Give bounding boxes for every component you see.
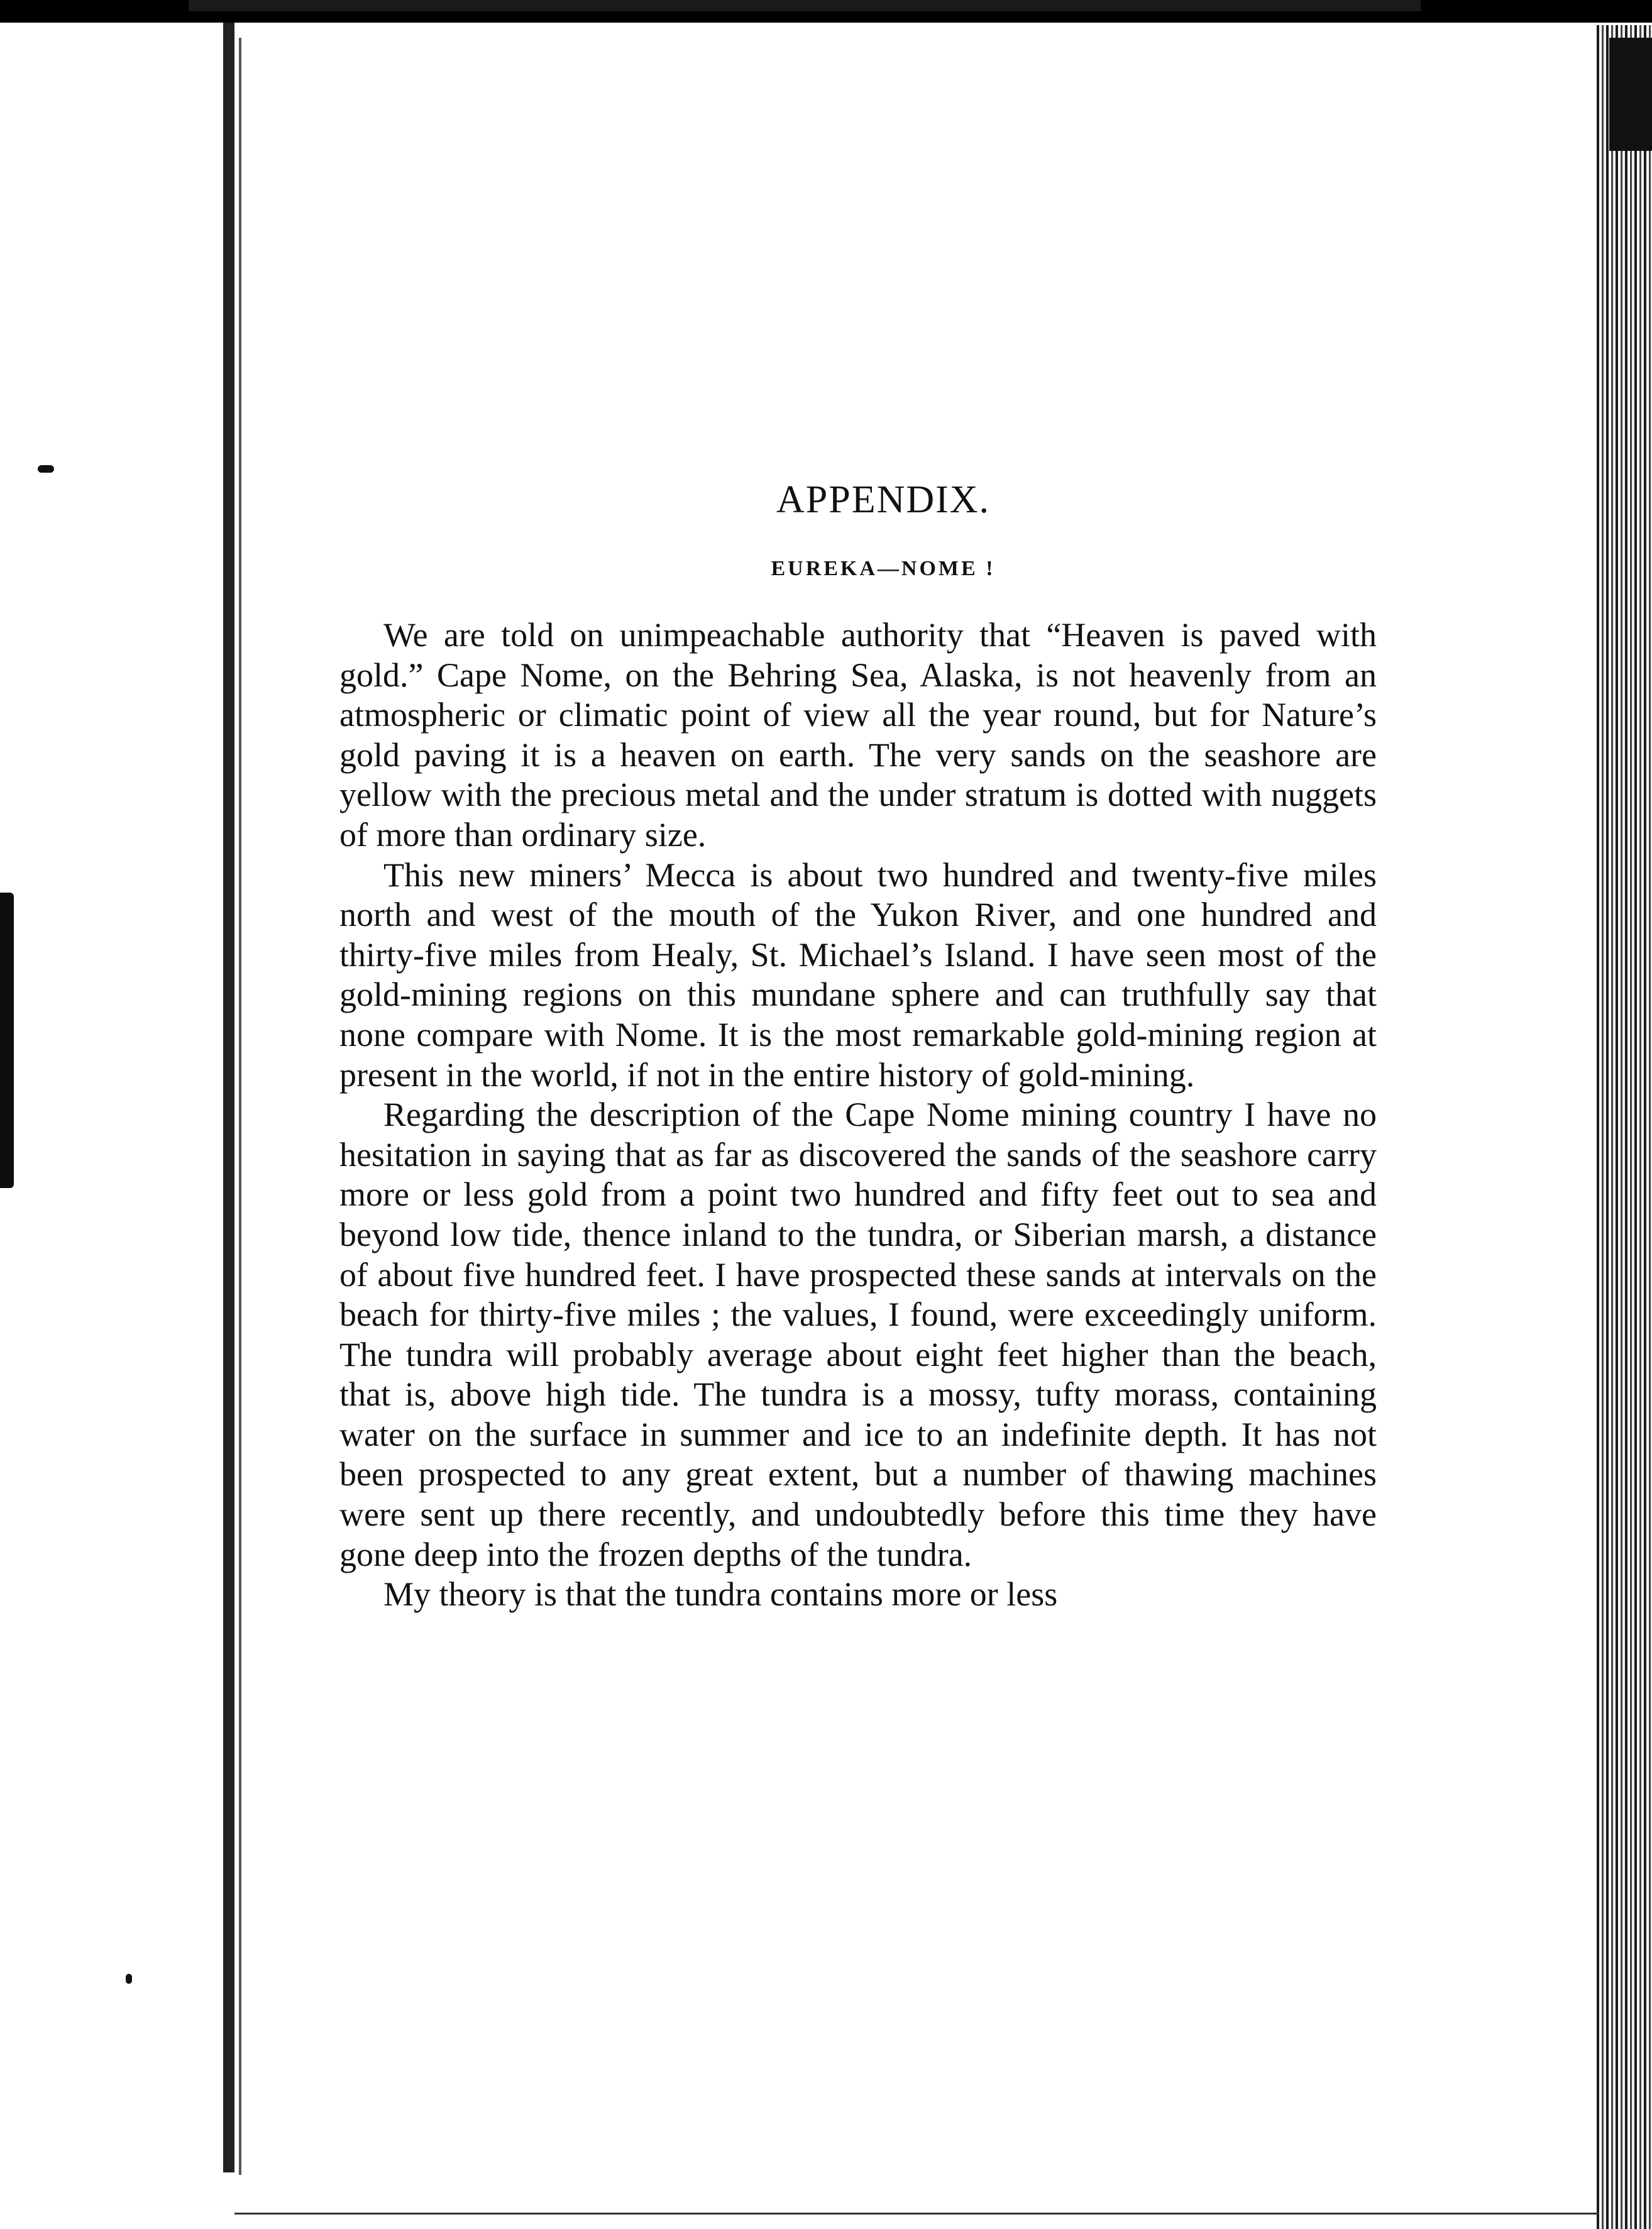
scan-speck: [126, 1974, 132, 1984]
section-subtitle: EUREKA—NOME !: [771, 557, 996, 580]
scan-top-edge-shadow: [189, 0, 1421, 11]
binding-edge-line: [239, 38, 241, 2175]
page-title: APPENDIX.: [776, 478, 991, 521]
paragraph: Regarding the description of the Cape Nome mining country I have no hesitation in saying that as far as discovered the sands of the seashore carry more or less gold from a point two hundred and fifty feet out to sea and beyond low tide, thence inland to the tundra, or Siberian marsh, a distance of about five hundred feet. I have prospected these sands at intervals on the beach for thirty-five miles ; the values, I found, were exceedingly uniform. The tundra will probably average about eight feet higher than the beach, that is, above high tide. The tundra is a mossy, tufty morass, containing water on the surface in summer and ice to an indefinite depth. It has not been prospected to any great extent, but a number of thawing machines were sent up there recently, and undoubtedly before this time they have gone deep into the frozen depths of the tundra.: [339, 1096, 1377, 1573]
paragraph: We are told on unimpeachable authority that “Heaven is paved with gold.” Cape Nome, on the Behring Sea, Alaska, is not heavenly from an atmospheric or climatic point of view all the year round, but for Nature’s gold paving it is a heaven on earth. The very sands on the seashore are yellow with the precious metal and the under stratum is dotted with nuggets of more than ordinary size.: [339, 616, 1377, 854]
page-stack-edge: [1597, 25, 1652, 2229]
scan-speck: [38, 465, 54, 473]
paragraph: My theory is that the tundra contains more or less: [383, 1575, 1058, 1614]
page-bottom-edge: [234, 2213, 1599, 2215]
scan-left-mark: [0, 893, 14, 1188]
paragraph: This new miners’ Mecca is about two hundred and twenty-five miles north and west of the mouth of the Yukon River, and one hundred and thirty-five miles from Healy, St. Michael’s Island. I have seen most of the gold-mining regions on this mundane sphere and can truthfully say that none compare with Nome. It is the most remarkable gold-mining region at present in the world, if not in the entire history of gold-mining.: [339, 856, 1377, 1094]
binding-edge: [223, 23, 234, 2172]
page-body: [339, 478, 1377, 1615]
page-stack-edge-dark: [1609, 38, 1652, 151]
